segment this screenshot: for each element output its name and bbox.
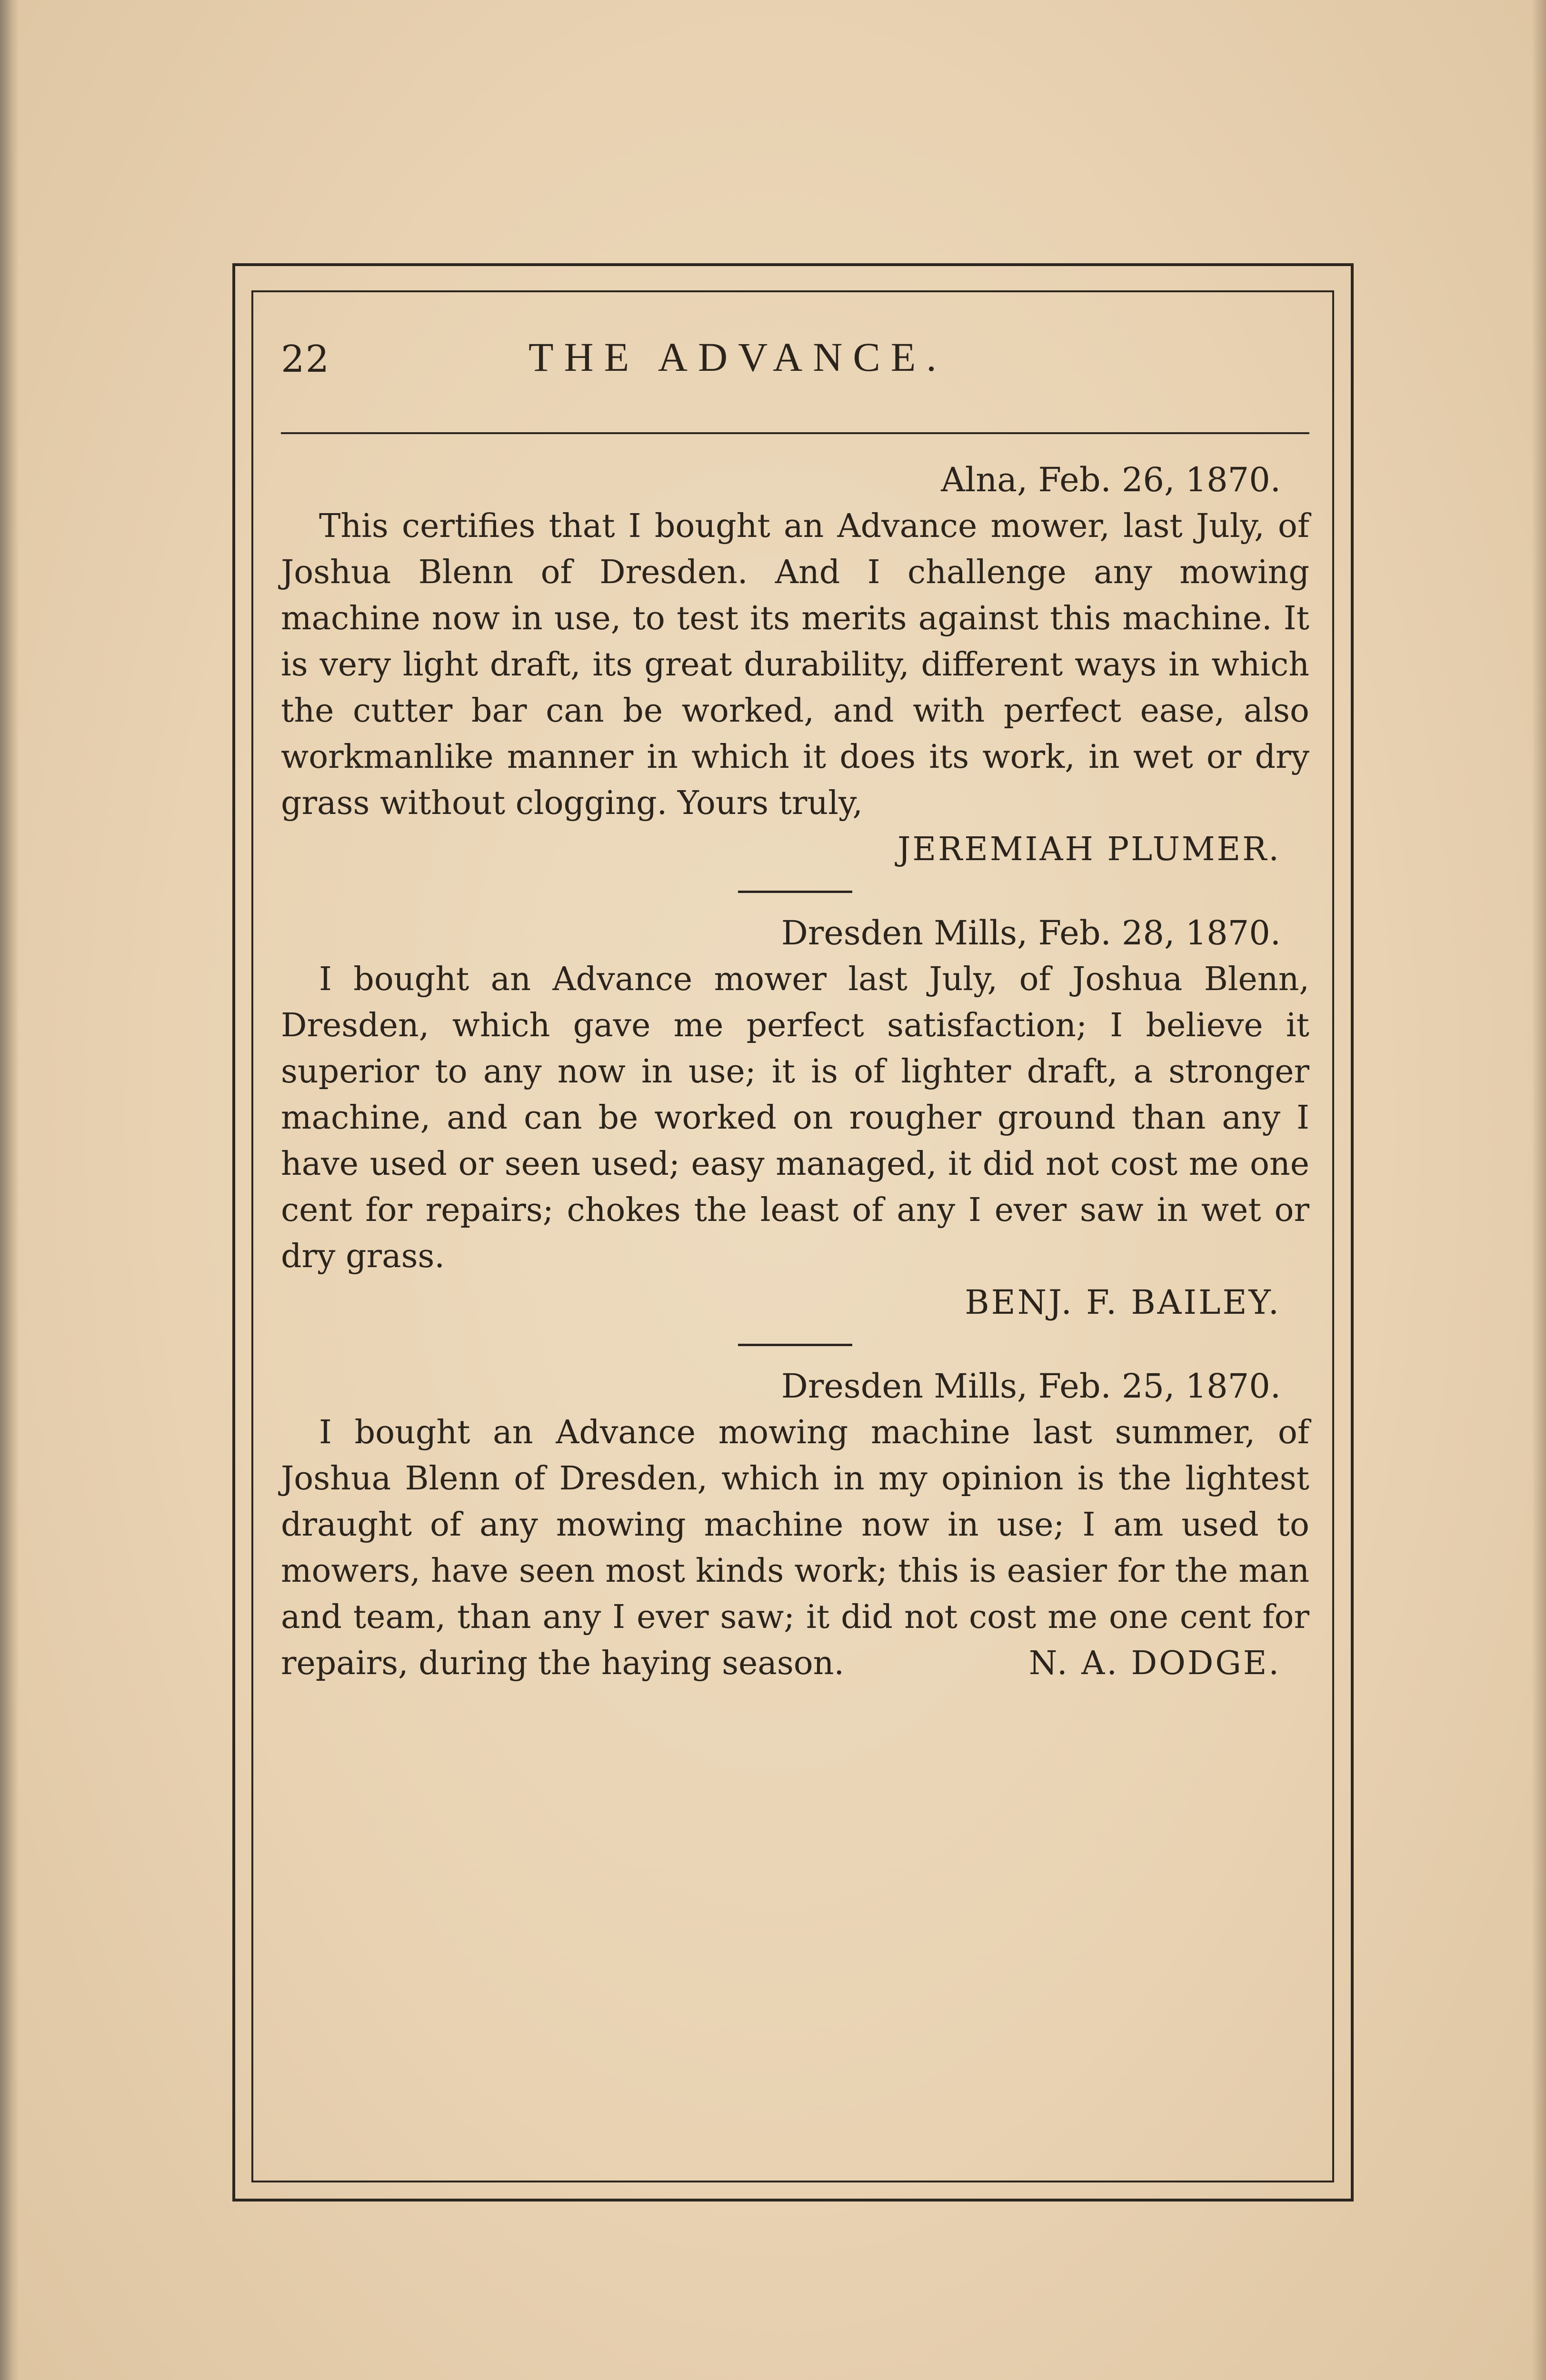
section-separator xyxy=(738,891,852,893)
page-number: 22 xyxy=(281,338,330,381)
running-title: THE ADVANCE. xyxy=(529,334,947,380)
section-separator xyxy=(738,1344,852,1346)
page-outer-edge xyxy=(1532,0,1546,2380)
page-binding-edge xyxy=(0,0,19,2380)
letter-dateline: Dresden Mills, Feb. 25, 1870. xyxy=(781,1367,1281,1406)
testimonial-letter xyxy=(281,910,1309,1326)
letter-signature: JEREMIAH PLUMER. xyxy=(898,831,1281,868)
page-content xyxy=(281,305,1309,1686)
testimonial-letter xyxy=(281,1363,1309,1686)
letter-body-text: I bought an Advance mowing machine last summer, of Joshua Blenn of Dresden, which in my opinion is the lightest draught of any mowing machine now in use; I am used to mowers, have seen most kinds work; this is easier for the man and team, than any I ever saw; it did not cost me one cent for repairs, during the haying season. xyxy=(281,1414,1309,1682)
running-header xyxy=(281,305,1309,414)
letter-dateline: Alna, Feb. 26, 1870. xyxy=(941,460,1281,499)
letter-body: I bought an Advance mower last July, of Joshua Blenn, Dresden, which gave me perfect satisfaction; I believe it superior to any now in use; it is of lighter draft, a stronger machine, and can be worked on rougher ground than any I have used or seen used; easy managed, it did not cost me one cent for repairs; chokes the least of any I ever saw in wet or dry grass. xyxy=(281,961,1309,1275)
header-rule xyxy=(281,432,1309,434)
letter-body-text: This certifies that I bought an Advance mower, last July, of Joshua Blenn of Dresden. And I challenge any mowing machine now in use, to test its merits against this machine. It is very light draft, its great durability, different ways in which the cutter bar can be worked, and with perfect ease, also workmanlike manner in which it does its work, in wet or dry grass without clogging. Yours truly, xyxy=(281,507,1309,822)
testimonial-letter xyxy=(281,457,1309,873)
letter-signature: BENJ. F. BAILEY. xyxy=(965,1283,1281,1322)
letter-body xyxy=(281,1409,1309,1686)
letter-body xyxy=(281,503,1309,873)
letter-signature: N. A. DODGE. xyxy=(1028,1645,1281,1682)
letter-dateline: Dresden Mills, Feb. 28, 1870. xyxy=(781,913,1281,952)
